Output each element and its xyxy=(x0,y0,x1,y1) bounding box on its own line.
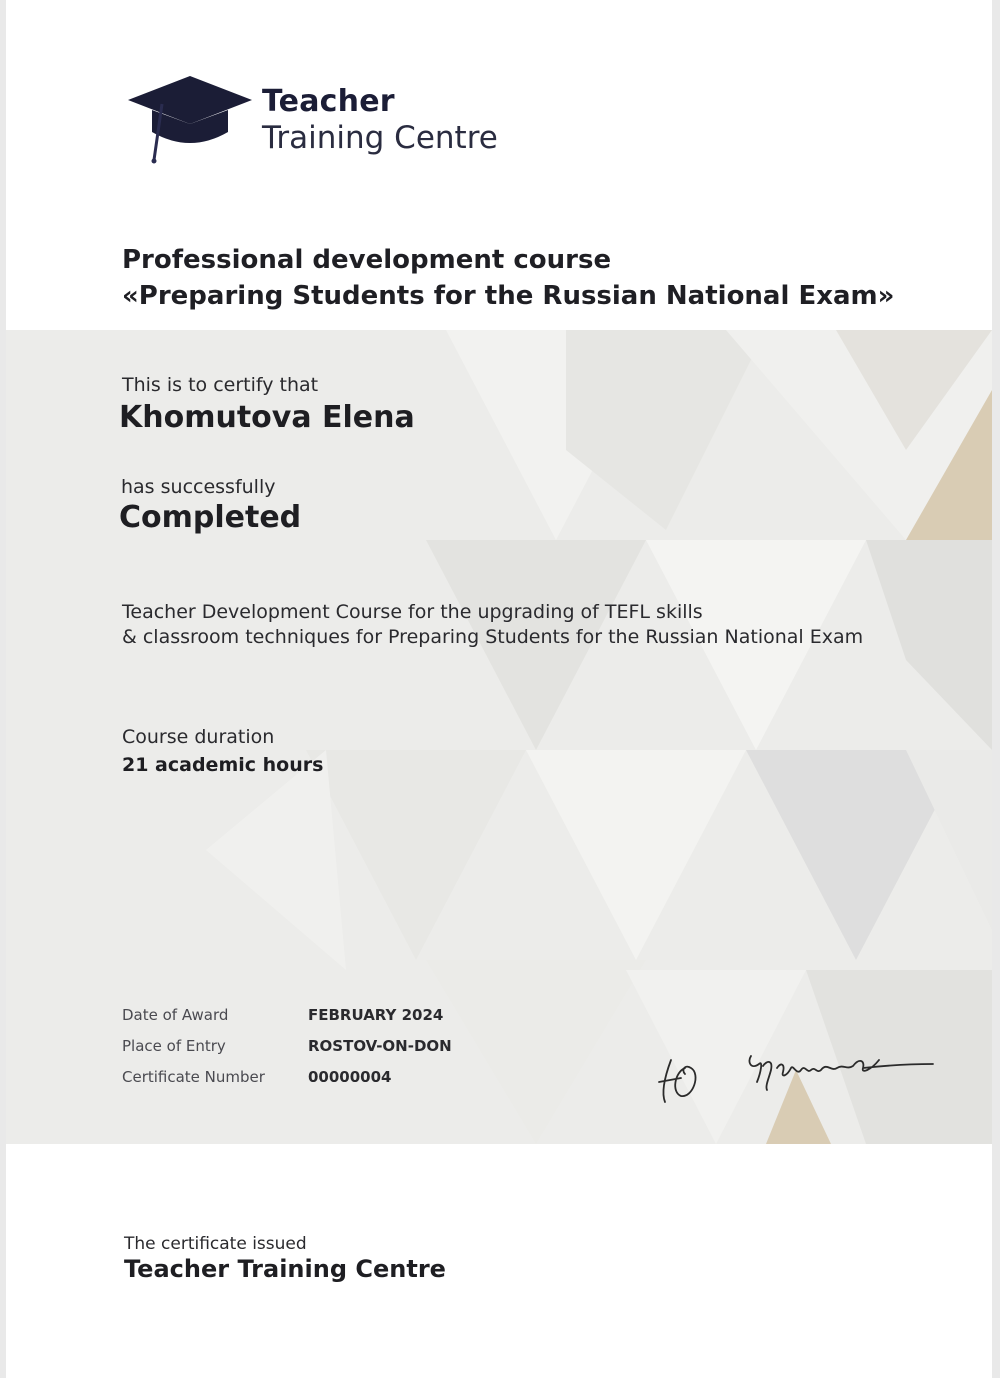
duration-value: 21 academic hours xyxy=(122,754,324,776)
date-of-award-label: Date of Award xyxy=(122,1006,229,1024)
logo-title: Teacher xyxy=(262,84,395,119)
logo xyxy=(122,72,542,172)
completion-status: Completed xyxy=(119,500,302,535)
duration-label: Course duration xyxy=(122,726,275,748)
certificate-body xyxy=(6,330,992,1144)
course-description-line2: & classroom techniques for Preparing Students for the Russian National Exam xyxy=(122,626,864,648)
course-title-line2: «Preparing Students for the Russian National Exam» xyxy=(122,281,895,311)
course-title xyxy=(122,242,982,314)
issuer-name: Teacher Training Centre xyxy=(124,1255,446,1283)
date-of-award-value: FEBRUARY 2024 xyxy=(308,1006,444,1024)
issued-label: The certificate issued xyxy=(124,1234,307,1254)
certificate-number-value: 00000004 xyxy=(308,1068,392,1086)
certificate-page xyxy=(6,0,992,1378)
status-intro: has successfully xyxy=(121,476,276,498)
graduation-cap-icon xyxy=(122,72,258,168)
certificate-number-label: Certificate Number xyxy=(122,1068,265,1086)
certify-intro: This is to certify that xyxy=(122,374,319,396)
place-of-entry-value: ROSTOV-ON-DON xyxy=(308,1037,452,1055)
signature xyxy=(651,1030,941,1120)
recipient-name: Khomutova Elena xyxy=(119,400,415,435)
logo-subtitle: Training Centre xyxy=(262,120,498,156)
course-description-line1: Teacher Development Course for the upgrading of TEFL skills xyxy=(122,601,703,623)
place-of-entry-label: Place of Entry xyxy=(122,1037,226,1055)
course-title-line1: Professional development course xyxy=(122,245,612,275)
